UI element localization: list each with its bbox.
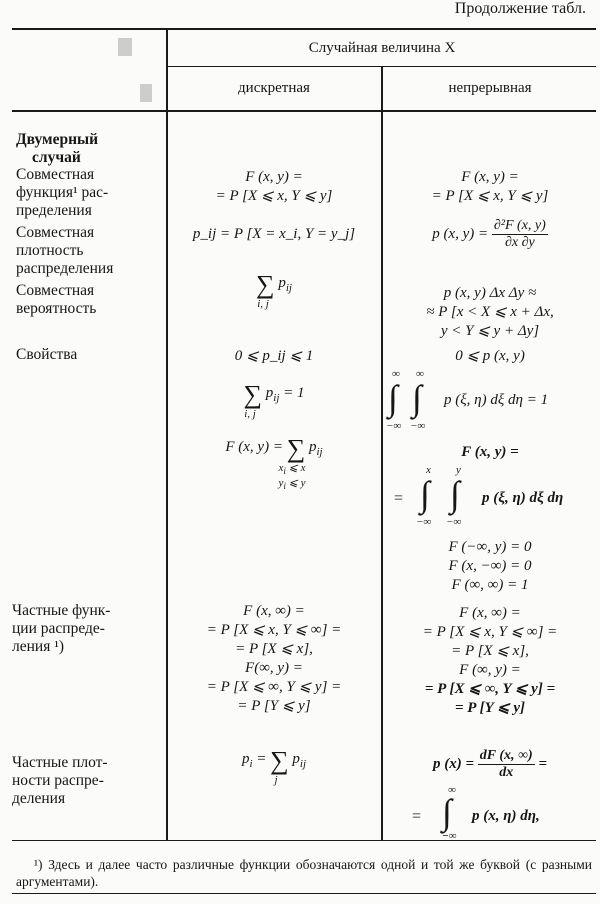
formula-joint-probability-continuous: p (x, y) Δx Δy ≈ ≈ P [x < X ⩽ x + Δx, y < Y ⩽ y + Δy] — [426, 285, 554, 339]
label-joint-density: Совместная плотность распределения — [16, 224, 114, 277]
continuation-header: Продолжение табл. — [454, 0, 586, 17]
column-header-discrete: дискретная — [238, 80, 310, 96]
formula-marginal-density-integral: = ∞ ∫ −∞ p (x, η) dη, — [412, 784, 540, 842]
page-bottom-rule — [12, 893, 596, 894]
label-joint-probability: Совместная вероятность — [16, 282, 97, 317]
scan-smudge — [118, 38, 132, 56]
column-divider-1 — [166, 28, 168, 840]
footnote — [16, 856, 592, 890]
section-title: Двумерный случай — [16, 131, 99, 166]
label-marginal-density: Частные плот- ности распре- деления — [12, 754, 108, 807]
label-properties: Свойства — [16, 346, 78, 363]
label-joint-cdf: Совместная функция¹ рас- пределения — [16, 166, 109, 219]
formula-normalization-continuous: ∞ ∫ −∞ ∞ ∫ −∞ p (ξ, η) dξ dη = 1 — [386, 368, 549, 432]
formula-marginal-density-continuous: p (x) = $\frac{dF (x, \infty)}{dx}$ = — [433, 748, 547, 780]
formula-marginal-density-discrete: $p_i$ = ∑ $p_{ij}$ j — [241, 746, 307, 786]
formula-marginal-cdf-continuous: F (x, ∞) = = P [X ⩽ x, Y ⩽ ∞] = = P [X ⩽ x], F (∞, y) = = P [X ⩽ ∞, Y ⩽ y] = = P [Y ⩽ y] — [422, 605, 558, 716]
label-marginal-cdf: Частные функ- ции распреде- ления ¹) — [12, 602, 111, 655]
formula-prob-bounds-discrete: 0 ⩽ p_ij ⩽ 1 — [234, 348, 314, 364]
column-group-header: Случайная величина X — [308, 40, 456, 56]
scan-smudge — [140, 84, 152, 102]
formula-marginal-cdf-discrete: F (x, ∞) = = P [X ⩽ x, Y ⩽ ∞] = = P [X ⩽ x], F(∞, y) = = P [X ⩽ ∞, Y ⩽ y] = = P [Y ⩽ y] — [206, 603, 342, 714]
table-top-rule — [12, 28, 596, 30]
footnote-text: Здесь и далее часто различные функции обозначаются одной и той же буквой (с разными аргументами). — [16, 857, 592, 889]
footnote-rule — [12, 840, 596, 841]
formula-sum-one-discrete: ∑ $p_{ij} = 1$ i, j — [243, 380, 305, 420]
header-bottom-rule — [12, 110, 596, 112]
footnote-marker: ¹) — [34, 857, 43, 872]
column-header-continuous: непрерывная — [448, 80, 532, 96]
formula-cdf-sum-discrete: F (x, y) = ∑ $p_{ij}$ $x_i$ ⩽ x $y_i$ ⩽ y — [225, 434, 323, 492]
formula-density-nonneg-continuous: 0 ⩽ p (x, y) — [455, 348, 525, 364]
formula-cdf-integral-head: F (x, y) = — [461, 444, 519, 460]
formula-joint-cdf-continuous: F (x, y) = = P [X ⩽ x, Y ⩽ y] — [431, 169, 549, 204]
column-divider-2 — [381, 66, 383, 840]
formula-joint-density-continuous: p (x, y) = $\frac{\text{∂²F (x, y)}}{\partial x \partial y}$ — [432, 218, 546, 250]
formula-cdf-integral-continuous: = x ∫ −∞ y ∫ −∞ p (ξ, η) dξ dη — [394, 464, 564, 528]
formula-limits-continuous: F (−∞, y) = 0 F (x, −∞) = 0 F (∞, ∞) = 1 — [448, 539, 532, 593]
formula-joint-density-discrete: p_ij = P [X = x_i, Y = y_j] — [192, 226, 356, 242]
formula-joint-cdf-discrete: F (x, y) = = P [X ⩽ x, Y ⩽ y] — [215, 169, 333, 204]
formula-joint-probability-discrete: ∑ $p_{ij}$ i, j — [256, 270, 292, 310]
